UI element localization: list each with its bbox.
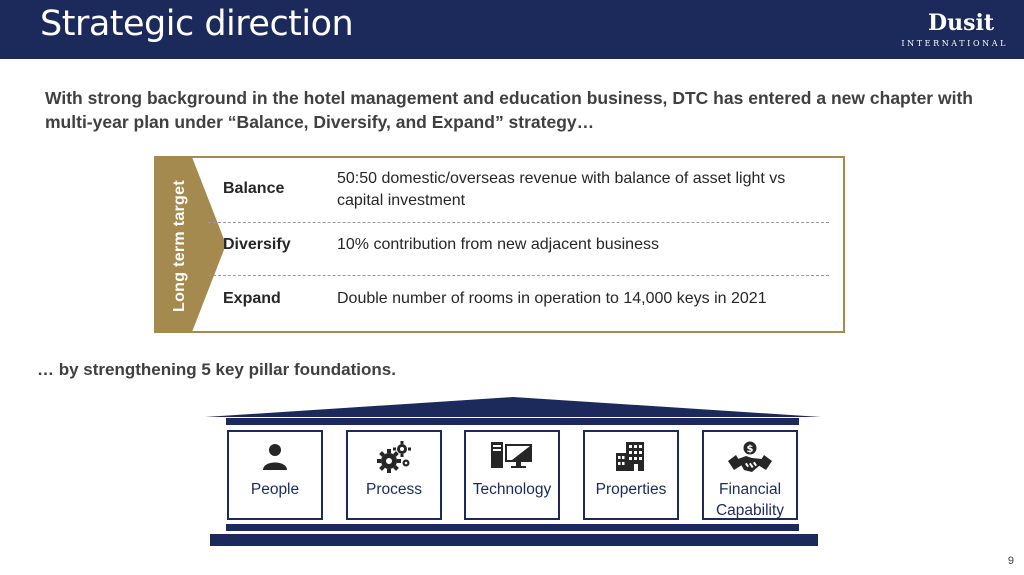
pillar-label: Financial Capability — [715, 481, 785, 519]
pillar-people — [227, 430, 323, 520]
pillar-label: Process — [366, 481, 422, 498]
intro-paragraph: With strong background in the hotel management and education business, DTC has entered a new chapter with multi-year plan under “Balance, Diversify, and Expand” strategy… — [45, 88, 973, 132]
row-divider — [208, 275, 829, 276]
page-title: Strategic direction — [40, 4, 354, 44]
target-value: 50:50 domestic/overseas revenue with balance of asset light vs capital investment — [337, 170, 786, 209]
svg-text:$: $ — [746, 444, 754, 455]
foundation-base — [210, 534, 818, 546]
pillar-process — [346, 430, 442, 520]
foundation-top — [226, 524, 799, 531]
pillar-label: People — [250, 481, 300, 498]
logo-subtext: INTERNATIONAL — [901, 39, 1008, 48]
target-key: Expand — [223, 290, 281, 307]
pillar-label: Technology — [472, 481, 552, 498]
target-band — [156, 158, 226, 331]
long-term-target-box — [154, 156, 845, 333]
logo-wordmark: Dusit — [928, 10, 994, 36]
page-number: 9 — [1007, 555, 1014, 567]
target-key: Balance — [223, 180, 285, 197]
company-logo — [901, 10, 1008, 52]
pillar-properties — [583, 430, 679, 520]
row-divider — [208, 222, 829, 223]
target-key: Diversify — [223, 236, 291, 253]
header-bar — [0, 0, 1024, 59]
pillar-financial-capability — [702, 430, 798, 520]
roof-beam — [226, 418, 799, 425]
pillar-roof — [205, 397, 821, 417]
gears-icon — [348, 441, 440, 473]
target-band-label: Long term target — [171, 180, 188, 312]
pillar-label: Properties — [595, 481, 667, 498]
target-value: 10% contribution from new adjacent business — [337, 236, 659, 253]
buildings-icon — [585, 441, 677, 473]
target-value: Double number of rooms in operation to 14,000 keys in 2021 — [337, 290, 767, 307]
pillars-intro: … by strengthening 5 key pillar foundations. — [37, 360, 396, 379]
person-icon — [229, 441, 321, 473]
pillar-technology — [464, 430, 560, 520]
computer-icon — [466, 441, 558, 473]
handshake-money-icon — [704, 441, 796, 473]
